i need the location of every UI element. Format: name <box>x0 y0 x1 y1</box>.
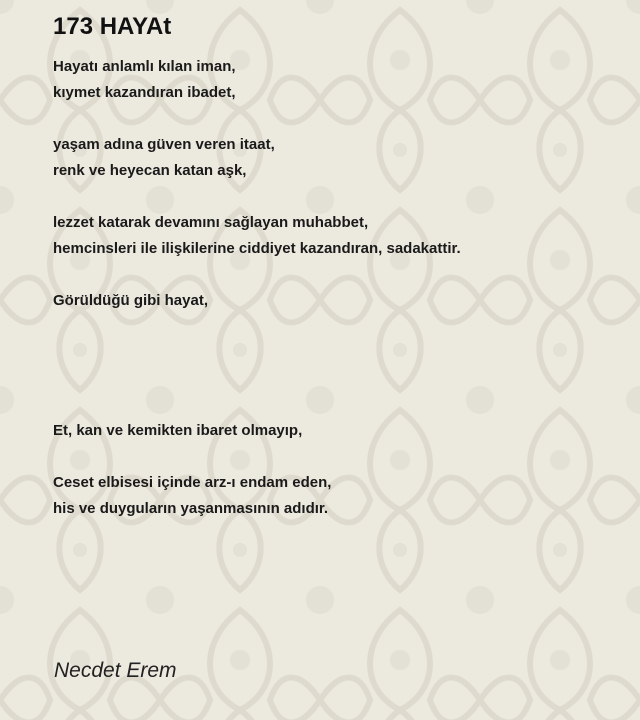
poem-line: renk ve heyecan katan aşk, <box>53 162 247 179</box>
poem-line: kıymet kazandıran ibadet, <box>53 84 236 101</box>
poem-container <box>53 12 613 522</box>
poem-line: hemcinsleri ile ilişkilerine ciddiyet kazandıran, sadakattir. <box>53 240 461 257</box>
poem-stanza-break <box>53 262 613 288</box>
poem-line: Et, kan ve kemikten ibaret olmayıp, <box>53 422 303 439</box>
poem-stanza-break <box>53 184 613 210</box>
poem-line: lezzet katarak devamını sağlayan muhabbet, <box>53 214 369 231</box>
poem-line: Görüldüğü gibi hayat, <box>53 292 208 309</box>
poem-line: yaşam adına güven veren itaat, <box>53 136 275 153</box>
poem-stanza-break <box>53 340 613 366</box>
poem-stanza-break <box>53 314 613 340</box>
poem-line: Hayatı anlamlı kılan iman, <box>53 58 236 75</box>
poem-stanza-break <box>53 444 613 470</box>
poem-line: his ve duyguların yaşanmasının adıdır. <box>53 500 329 517</box>
poem-stanza-break <box>53 392 613 418</box>
poem-stanza-break <box>53 106 613 132</box>
poem-line: Ceset elbisesi içinde arz-ı endam eden, <box>53 474 332 491</box>
poem-body <box>53 54 613 522</box>
poem-title: 173 HAYAt <box>53 13 172 40</box>
poem-stanza-break <box>53 366 613 392</box>
poem-author: Necdet Erem <box>54 659 177 682</box>
